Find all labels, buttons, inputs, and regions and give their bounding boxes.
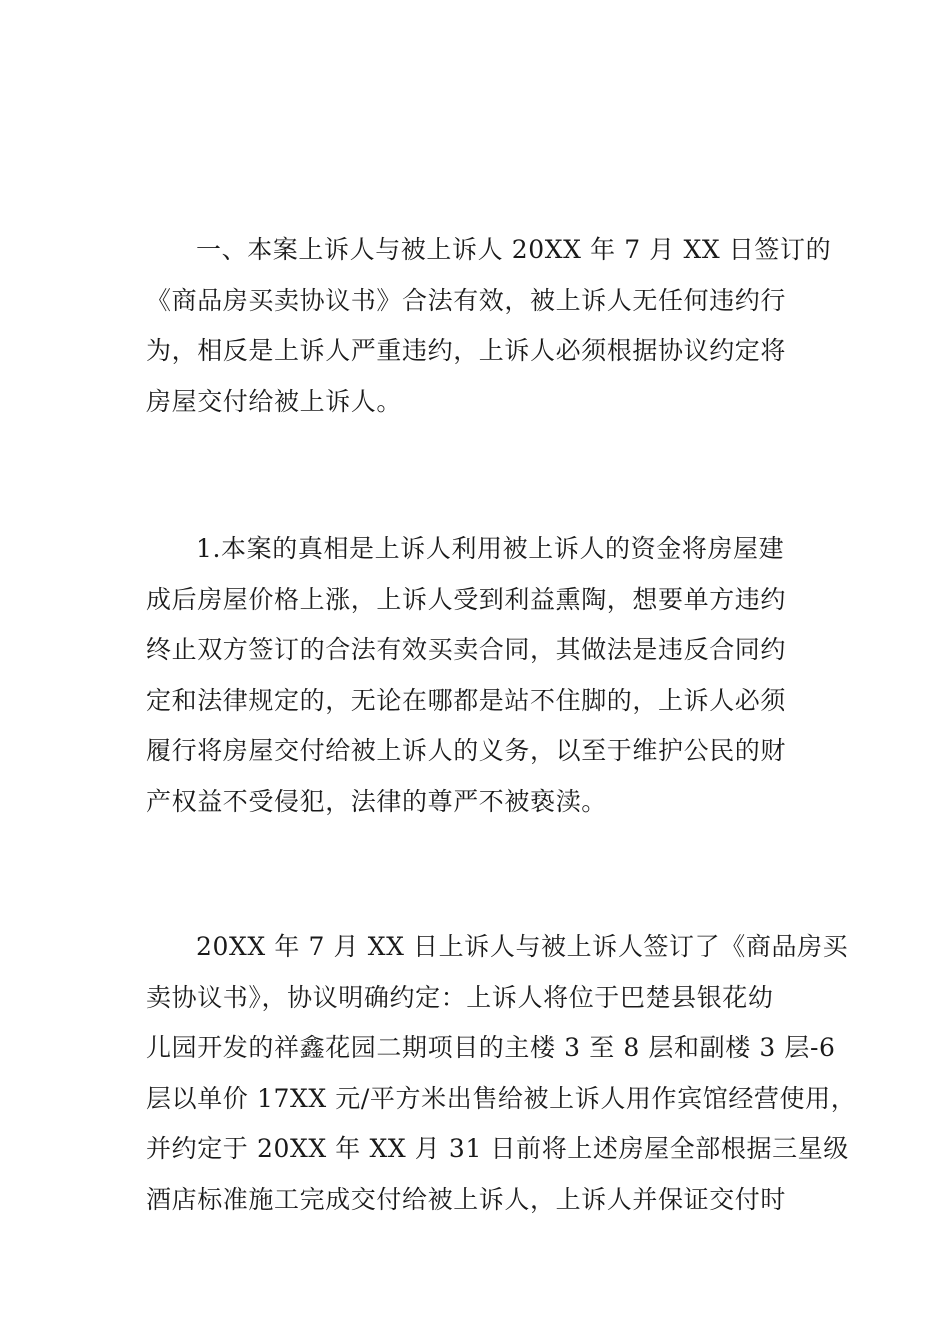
paragraph-line: 20XX 年 7 月 XX 日上诉人与被上诉人签订了《商品房买	[196, 932, 849, 961]
paragraph-line: 酒店标准施工完成交付给被上诉人，上诉人并保证交付时	[146, 1184, 787, 1214]
paragraph-line: 一、本案上诉人与被上诉人 20XX 年 7 月 XX 日签订的	[196, 235, 832, 264]
paragraph-line: 卖协议书》，协议明确约定：上诉人将位于巴楚县银花幼	[146, 982, 774, 1012]
paragraph-line: 儿园开发的祥鑫花园二期项目的主楼 3 至 8 层和副楼 3 层-6	[146, 1033, 836, 1062]
paragraph-line: 《商品房买卖协议书》合法有效，被上诉人无任何违约行	[146, 285, 787, 315]
paragraph-line: 房屋交付给被上诉人。	[146, 386, 403, 416]
paragraph-2	[146, 524, 814, 827]
paragraph-line: 履行将房屋交付给被上诉人的义务，以至于维护公民的财	[146, 736, 787, 765]
paragraph-line: 为，相反是上诉人严重违约，上诉人必须根据协议约定将	[146, 336, 787, 365]
paragraph-line: 层以单价 17XX 元/平方米出售给被上诉人用作宾馆经营使用，	[146, 1083, 857, 1113]
paragraph-line: 终止双方签订的合法有效买卖合同，其做法是违反合同约	[146, 635, 787, 664]
paragraph-3	[146, 922, 857, 1225]
paragraph-line: 定和法律规定的，无论在哪都是站不住脚的，上诉人必须	[146, 685, 787, 715]
paragraph-line: 成后房屋价格上涨，上诉人受到利益熏陶，想要单方违约	[146, 584, 787, 614]
paragraph-line: 并约定于 20XX 年 XX 月 31 日前将上述房屋全部根据三星级	[146, 1134, 849, 1163]
paragraph-1	[146, 225, 832, 427]
paragraph-line: 1.本案的真相是上诉人利用被上诉人的资金将房屋建	[196, 534, 785, 563]
paragraph-line: 产权益不受侵犯，法律的尊严不被亵渎。	[146, 786, 607, 816]
